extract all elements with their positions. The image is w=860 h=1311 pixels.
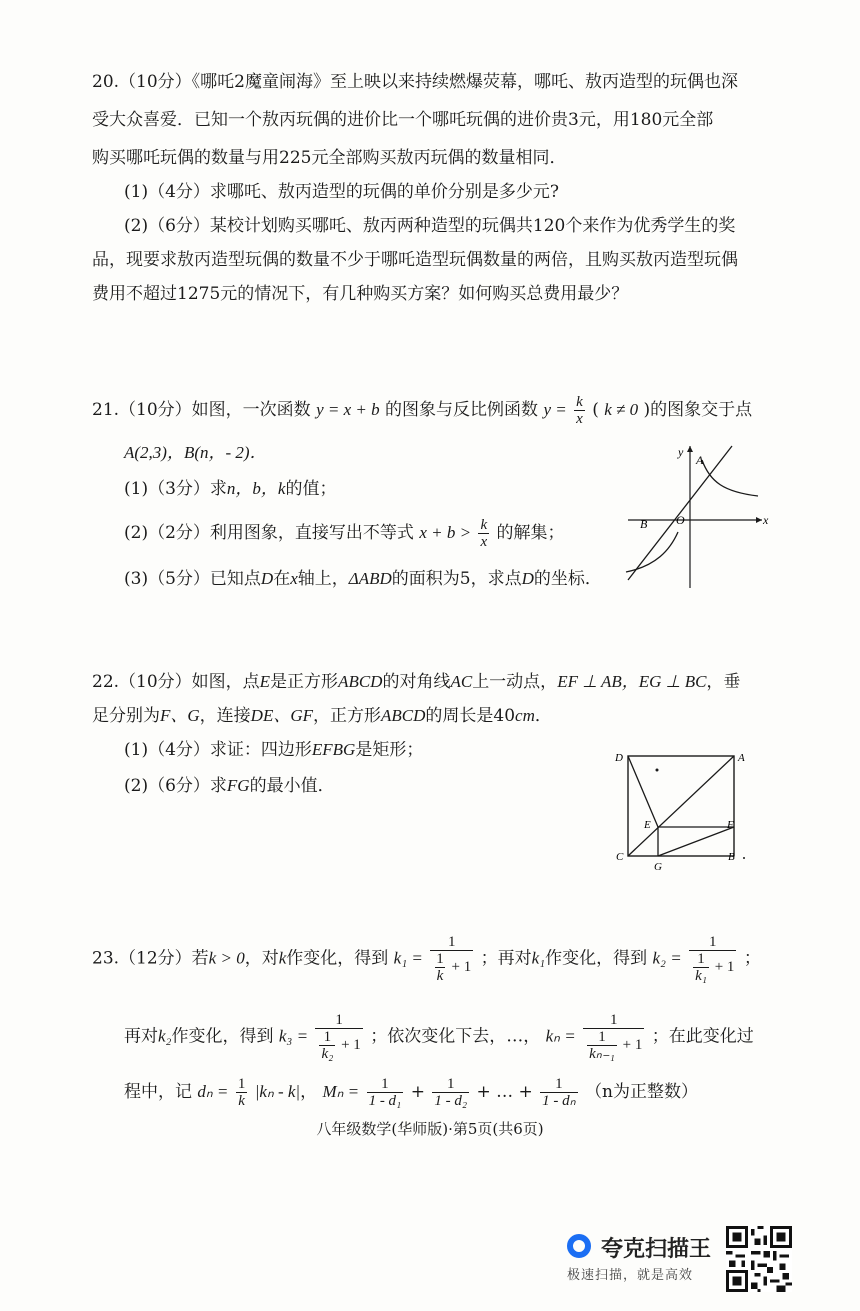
label-G: G bbox=[654, 861, 662, 873]
q22-perp: EF ⊥ AB，EG ⊥ BC bbox=[557, 672, 707, 691]
inner-fraction bbox=[693, 951, 709, 984]
numerator: 1 bbox=[697, 951, 705, 967]
q21-points: A(2,3)，B(n，- 2)． bbox=[124, 443, 267, 462]
stray-dot bbox=[656, 769, 659, 772]
numerator: 1 bbox=[555, 1076, 563, 1092]
q21-linear-function: y = x + b bbox=[316, 400, 380, 419]
numerator: 1 bbox=[609, 1012, 618, 1028]
label-E: E bbox=[644, 819, 651, 831]
q23-text: 作变化，得到 bbox=[286, 948, 389, 969]
q23-kn-label: kₙ = bbox=[545, 1026, 576, 1046]
q22-text: 是正方形 bbox=[270, 672, 339, 692]
q23-Mn-label: Mₙ = bbox=[322, 1082, 360, 1101]
q22-part1 bbox=[124, 738, 423, 762]
q21-text: 的解集； bbox=[496, 523, 565, 543]
q20-part2-line1: (2)（6分）某校计划购买哪吒、敖丙两种造型的玩偶共120个来作为优秀学生的奖 bbox=[124, 216, 736, 236]
label-F: F bbox=[727, 819, 734, 831]
numerator: k bbox=[480, 517, 488, 533]
numerator: 1 bbox=[446, 1076, 455, 1092]
q21-part2 bbox=[124, 517, 565, 550]
qr-code-icon bbox=[726, 1226, 792, 1292]
q23-kn-fraction bbox=[583, 1012, 644, 1062]
label-x: x bbox=[763, 513, 769, 527]
q22-text: 的对角线 bbox=[382, 672, 451, 692]
hyperbola-branch-1 bbox=[702, 460, 758, 496]
q21-condition: k ≠ 0 bbox=[604, 400, 639, 419]
q23-text: ；依次变化下去，…， bbox=[370, 1026, 541, 1047]
q22-text: 上一动点， bbox=[472, 672, 558, 692]
quark-logo-icon bbox=[567, 1234, 591, 1258]
q22-var: ABCD bbox=[381, 706, 426, 725]
label-y: y bbox=[678, 445, 684, 459]
watermark-slogan: 极速扫描，就是高效 bbox=[567, 1268, 694, 1283]
label-B: B bbox=[728, 851, 735, 863]
q21-triangle: ΔABD bbox=[348, 569, 392, 588]
x-axis-arrow bbox=[756, 517, 762, 523]
q21-fraction-k-over-x bbox=[478, 517, 489, 550]
denominator: x bbox=[576, 411, 583, 427]
q23-dn-label: dₙ = bbox=[197, 1082, 229, 1101]
q23-text: 再对 bbox=[124, 1026, 158, 1047]
numerator: 1 bbox=[447, 934, 456, 950]
q21-var: D bbox=[521, 569, 534, 588]
plus-one: + 1 bbox=[341, 1036, 361, 1053]
plus-one: + 1 bbox=[622, 1036, 643, 1053]
label-O: O bbox=[676, 513, 685, 527]
q22-text: ，垂 bbox=[706, 672, 741, 692]
denominator bbox=[315, 1028, 362, 1062]
q23-text: 作变化，得到 bbox=[545, 948, 648, 969]
q22-var: DE、GF bbox=[250, 706, 313, 725]
denominator: k bbox=[238, 1093, 245, 1109]
q23-text: ；再对 bbox=[480, 948, 532, 969]
q21-text: 的图象与反比例函数 bbox=[385, 400, 539, 420]
q23-var: k₂ bbox=[158, 1026, 172, 1046]
denominator: x bbox=[480, 534, 488, 550]
numerator: 1 bbox=[323, 1029, 332, 1045]
denominator: k₂ bbox=[321, 1046, 334, 1062]
segment-DE bbox=[628, 756, 658, 827]
inner-fraction bbox=[434, 951, 446, 984]
q23-term-2 bbox=[432, 1076, 469, 1109]
q21-text: (2)（2分）利用图象，直接写出不等式 bbox=[124, 523, 414, 543]
page-footer: 八年级数学(华师版)·第5页(共6页) bbox=[316, 1120, 544, 1138]
denominator: kₙ₋₁ bbox=[589, 1046, 615, 1062]
q21-text: 轴上， bbox=[297, 569, 349, 589]
q22-line2 bbox=[92, 704, 552, 728]
numerator: k bbox=[576, 394, 583, 410]
q23-k2-label: k₂ = bbox=[652, 948, 682, 968]
y-axis-arrow bbox=[687, 446, 693, 452]
q22-text: ，正方形 bbox=[313, 706, 381, 726]
q22-text: (2)（6分）求 bbox=[124, 776, 227, 796]
q21-figure bbox=[620, 440, 770, 590]
numerator: 1 bbox=[709, 934, 717, 950]
q22-text: ． bbox=[534, 706, 552, 726]
q23-term-n bbox=[540, 1076, 577, 1109]
q20-line2: 受大众喜爱．已知一个敖丙玩偶的进价比一个哪吒玩偶的进价贵3元，用180元全部 bbox=[92, 110, 714, 130]
label-A: A bbox=[696, 453, 704, 467]
q23-text: 作变化，得到 bbox=[171, 1026, 274, 1047]
q22-var: AC bbox=[450, 672, 473, 691]
q21-line1 bbox=[92, 394, 752, 427]
q23-k1-fraction bbox=[430, 934, 473, 984]
denominator bbox=[430, 950, 473, 984]
q22-line1 bbox=[92, 670, 740, 694]
q22-var: F、G bbox=[160, 706, 200, 725]
q23-text: ，对 bbox=[244, 948, 279, 969]
q21-text: 在 bbox=[273, 569, 291, 589]
q23-cond: k > 0 bbox=[208, 948, 245, 968]
q23-line1 bbox=[92, 934, 761, 984]
watermark-name: 夸克扫描王 bbox=[601, 1237, 712, 1262]
q22-var: E bbox=[259, 672, 271, 691]
q22-text: 是矩形； bbox=[355, 740, 424, 760]
q20-line3: 购买哪吒玩偶的数量与用225元全部购买敖丙玩偶的数量相同． bbox=[92, 148, 567, 168]
q21-y-equals: y = bbox=[543, 400, 567, 419]
stray-dot bbox=[743, 857, 745, 859]
inner-fraction bbox=[587, 1029, 617, 1062]
plus-one: + 1 bbox=[451, 958, 472, 975]
label-A: A bbox=[738, 752, 745, 764]
q21-inequality: x + b > bbox=[419, 523, 472, 542]
q23-text: 23.（12分）若 bbox=[92, 948, 209, 969]
q23-k2-fraction bbox=[689, 934, 736, 984]
denominator: 1 - d₂ bbox=[434, 1093, 468, 1109]
q23-line2 bbox=[124, 1012, 754, 1062]
q21-var: x bbox=[290, 569, 298, 588]
q21-text: (1)（3分）求 bbox=[124, 479, 227, 499]
q22-var: ABCD bbox=[338, 672, 383, 691]
q23-one-over-k bbox=[236, 1076, 248, 1109]
q20-part2-line3: 费用不超过1275元的情况下，有几种购买方案？如何购买总费用最少？ bbox=[92, 284, 629, 304]
q21-fraction-k-over-x bbox=[574, 394, 585, 427]
q21-text: (3)（5分）已知点 bbox=[124, 569, 261, 589]
q22-unit: cm bbox=[515, 706, 535, 725]
q20-part2-line2: 品，现要求敖丙造型玩偶的数量不少于哪吒造型玩偶数量的两倍，且购买敖丙造型玩偶 bbox=[92, 250, 738, 270]
q23-abs: |kₙ - k| bbox=[254, 1082, 301, 1101]
q23-text: 程中，记 bbox=[124, 1082, 192, 1102]
plus-one: + 1 bbox=[714, 958, 735, 975]
denominator: k₁ bbox=[695, 968, 707, 984]
q21-text: 的面积为5，求点 bbox=[391, 569, 522, 589]
q22-text: (1)（4分）求证：四边形 bbox=[124, 740, 312, 760]
q23-dots: + … + bbox=[476, 1082, 533, 1102]
q21-var: D bbox=[260, 569, 274, 588]
q23-k3-fraction bbox=[315, 1012, 362, 1062]
q23-k3-label: k₃ = bbox=[278, 1026, 309, 1046]
q22-var: FG bbox=[226, 776, 250, 795]
denominator: 1 - dₙ bbox=[542, 1093, 576, 1109]
q21-vars: n，b，k bbox=[226, 479, 286, 498]
q23-text: （n为正整数） bbox=[585, 1082, 699, 1102]
q21-text: 的值； bbox=[285, 479, 337, 499]
q22-text: 的最小值． bbox=[249, 776, 335, 796]
q21-part3 bbox=[124, 567, 602, 591]
denominator: k bbox=[436, 968, 444, 984]
q23-var: k₁ bbox=[531, 948, 546, 968]
segment-GF bbox=[658, 827, 734, 856]
q21-text: 的坐标． bbox=[533, 569, 602, 589]
numerator: 1 bbox=[237, 1076, 246, 1092]
q23-term-1 bbox=[367, 1076, 404, 1109]
denominator bbox=[689, 950, 736, 984]
label-C: C bbox=[616, 851, 624, 863]
q22-text: 22.（10分）如图，点 bbox=[92, 672, 260, 692]
q22-text: 的周长是40 bbox=[425, 706, 516, 726]
q22-text: ，连接 bbox=[199, 706, 251, 726]
label-B: B bbox=[640, 517, 648, 531]
q21-text: ( bbox=[592, 400, 599, 420]
q21-text: 21.（10分）如图，一次函数 bbox=[92, 400, 311, 420]
numerator: 1 bbox=[436, 951, 444, 967]
diagonal-AC bbox=[628, 756, 734, 856]
q23-line3: 程中，记 dₙ = $\frac{1}{k}$ |kₙ - k|， Mₙ = $\frac{1}{\text{1 - d₁}}$ + $\frac{1}{\text{1 - d₂}}$ + … + $\frac{1}{\text{1 - dₙ}}$ （n为正整数） bbox=[124, 1076, 699, 1109]
q20-part1: (1)（4分）求哪吒、敖丙造型的玩偶的单价分别是多少元? bbox=[124, 182, 560, 202]
q22-text: 足分别为 bbox=[92, 706, 160, 726]
denominator: 1 - d₁ bbox=[368, 1093, 402, 1109]
q21-part1 bbox=[124, 477, 336, 501]
scanner-watermark bbox=[567, 1228, 727, 1288]
numerator: 1 bbox=[598, 1029, 606, 1045]
numerator: 1 bbox=[335, 1012, 343, 1028]
q23-text: ；在此变化过 bbox=[651, 1026, 754, 1047]
q23-text: ； bbox=[743, 948, 761, 969]
q22-var: EFBG bbox=[311, 740, 356, 759]
q23-k1-label: k₁ = bbox=[393, 948, 423, 968]
label-D: D bbox=[615, 752, 623, 764]
denominator bbox=[583, 1028, 644, 1062]
q22-part2 bbox=[124, 774, 335, 798]
q20-line1: 20.（10分）《哪吒2魔童闹海》至上映以来持续燃爆荧幕，哪吒、敖丙造型的玩偶也深 bbox=[92, 72, 738, 92]
hyperbola-branch-2 bbox=[626, 532, 678, 572]
numerator: 1 bbox=[381, 1076, 389, 1092]
q22-figure bbox=[610, 744, 760, 874]
inner-fraction bbox=[319, 1029, 335, 1062]
q21-text: )的图象交于点 bbox=[643, 400, 753, 420]
q23-var: k bbox=[278, 948, 287, 968]
q23-text: ， bbox=[300, 1082, 318, 1102]
